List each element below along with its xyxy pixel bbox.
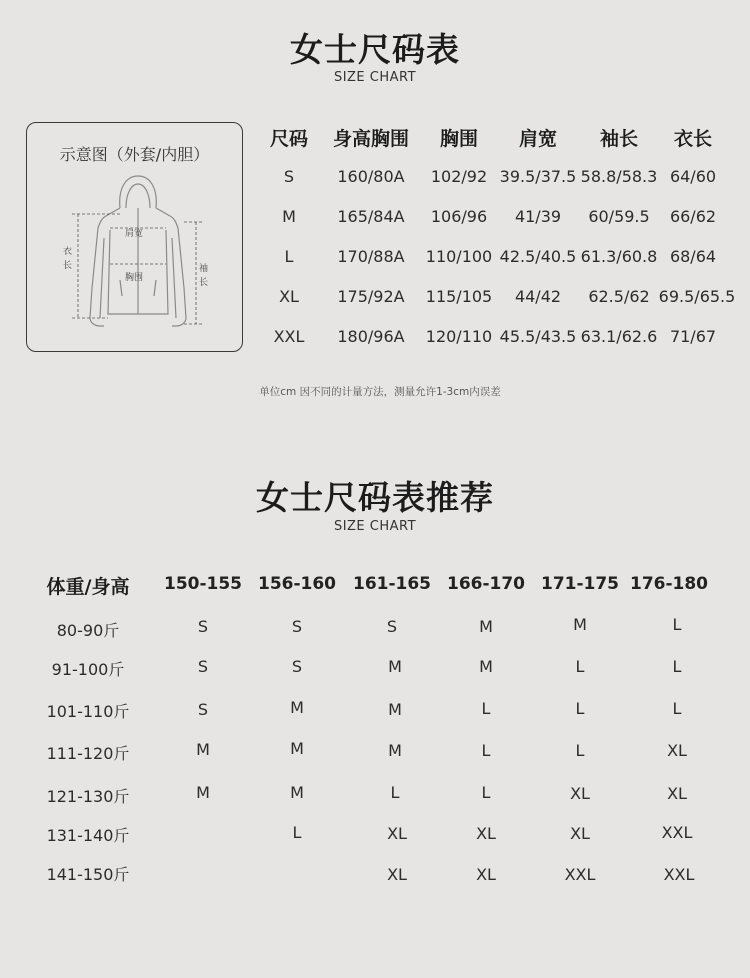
table-cell: S — [197, 700, 209, 719]
table-cell: 58.8/58.3 — [580, 167, 658, 186]
table-cell: 60/59.5 — [588, 207, 650, 226]
table-cell: 42.5/40.5 — [499, 247, 577, 266]
table-cell: 68/64 — [669, 247, 717, 266]
table-cell: M — [388, 741, 402, 760]
table-cell: 62.5/62 — [588, 287, 650, 306]
weight-label: 131-140斤 — [46, 826, 130, 845]
table-cell: M — [479, 657, 493, 676]
height-header: 176-180 — [629, 574, 709, 594]
table-cell: XXL — [564, 865, 596, 884]
table-cell: M — [573, 615, 587, 634]
table-cell: 110/100 — [425, 247, 493, 266]
table-cell: L — [672, 657, 682, 676]
table-cell: 102/92 — [430, 167, 488, 186]
length-label: 衣长 — [63, 247, 73, 271]
table-cell: M — [388, 657, 402, 676]
table-header: 肩宽 — [518, 128, 557, 150]
table-cell: 71/67 — [669, 327, 717, 346]
table-cell: S — [386, 617, 398, 636]
diagram-title: 示意图（外套/内胆） — [59, 145, 210, 164]
table-cell: 45.5/43.5 — [499, 327, 577, 346]
table-cell: 160/80A — [337, 167, 405, 186]
table-cell: M — [388, 700, 402, 719]
table-cell: 120/110 — [425, 327, 493, 346]
table-cell: 170/88A — [337, 247, 405, 266]
recommend-subtitle: SIZE CHART — [333, 519, 417, 534]
table-cell: L — [284, 247, 294, 266]
table-cell: 106/96 — [430, 207, 488, 226]
table-cell: S — [197, 617, 209, 636]
table-cell: M — [196, 783, 210, 802]
table-cell: XXL — [663, 865, 695, 884]
size-chart-title: 女士尺码表 — [290, 30, 460, 69]
table-cell: L — [672, 615, 682, 634]
table-cell: 63.1/62.6 — [580, 327, 658, 346]
table-cell: L — [575, 699, 585, 718]
table-cell: XL — [387, 865, 407, 884]
table-cell: XL — [570, 824, 590, 843]
table-cell: XL — [279, 287, 299, 306]
table-cell: 61.3/60.8 — [580, 247, 658, 266]
table-cell: XXL — [273, 327, 305, 346]
table-cell: XL — [667, 741, 687, 760]
table-cell: L — [575, 741, 585, 760]
table-cell: 69.5/65.5 — [658, 287, 736, 306]
table-cell: XL — [387, 824, 407, 843]
jacket-diagram-icon — [48, 168, 228, 338]
weight-label: 91-100斤 — [51, 660, 125, 679]
table-cell: M — [290, 698, 304, 717]
table-cell: 41/39 — [514, 207, 562, 226]
table-cell: 64/60 — [669, 167, 717, 186]
height-header: 166-170 — [446, 574, 526, 594]
table-cell: XL — [476, 865, 496, 884]
table-cell: M — [479, 617, 493, 636]
weight-label: 141-150斤 — [46, 865, 130, 884]
table-cell: L — [575, 657, 585, 676]
table-cell: 165/84A — [337, 207, 405, 226]
table-cell: M — [290, 783, 304, 802]
table-header: 尺码 — [269, 128, 308, 150]
table-cell: M — [282, 207, 296, 226]
table-header: 身高胸围 — [332, 128, 409, 150]
table-cell: XL — [667, 784, 687, 803]
table-cell: XL — [570, 784, 590, 803]
table-cell: S — [197, 657, 209, 676]
table-cell: 39.5/37.5 — [499, 167, 577, 186]
weight-label: 80-90斤 — [56, 621, 120, 640]
table-header: 袖长 — [599, 128, 638, 150]
table-cell: 44/42 — [514, 287, 562, 306]
table-cell: M — [196, 740, 210, 759]
weight-label: 101-110斤 — [46, 702, 130, 721]
weight-label: 111-120斤 — [46, 744, 130, 763]
table-cell: 66/62 — [669, 207, 717, 226]
table-cell: S — [291, 657, 303, 676]
chest-label: 胸围 — [125, 273, 144, 283]
height-header: 150-155 — [163, 574, 243, 594]
table-cell: S — [291, 617, 303, 636]
table-cell: L — [481, 741, 491, 760]
table-cell: XXL — [661, 823, 693, 842]
shoulder-label: 肩宽 — [125, 229, 144, 239]
table-cell: L — [481, 699, 491, 718]
table-cell: S — [283, 167, 295, 186]
table-cell: L — [672, 699, 682, 718]
table-cell: M — [290, 739, 304, 758]
height-header: 156-160 — [257, 574, 337, 594]
table-header: 胸围 — [439, 128, 478, 150]
table-cell: XL — [476, 824, 496, 843]
table-cell: 175/92A — [337, 287, 405, 306]
table-cell: 115/105 — [425, 287, 493, 306]
table-cell: 180/96A — [337, 327, 405, 346]
sleeve-label: 袖长 — [199, 264, 209, 288]
table-cell: L — [390, 783, 400, 802]
recommend-title: 女士尺码表推荐 — [256, 478, 494, 517]
measurement-note: 单位cm 因不同的计量方法，测量允许1-3cm内误差 — [259, 386, 501, 398]
size-chart-subtitle: SIZE CHART — [333, 70, 417, 85]
weight-label: 121-130斤 — [46, 787, 130, 806]
table-header: 衣长 — [673, 128, 712, 150]
table-cell: L — [292, 823, 302, 842]
height-header: 161-165 — [352, 574, 432, 594]
height-header: 171-175 — [540, 574, 620, 594]
weight-height-corner: 体重/身高 — [46, 576, 130, 598]
table-cell: L — [481, 783, 491, 802]
